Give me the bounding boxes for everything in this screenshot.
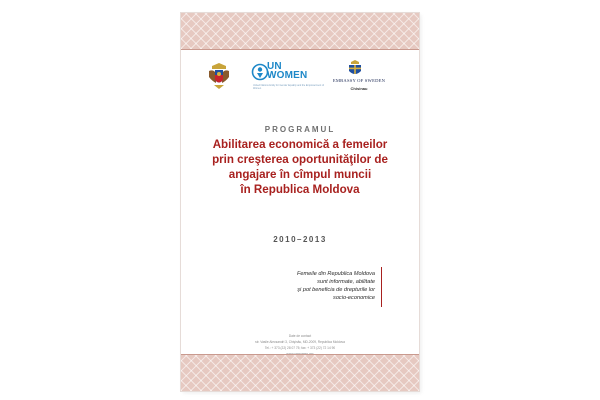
tagline-rule — [381, 267, 382, 307]
logo-row — [181, 57, 419, 99]
un-women-wordmark — [267, 62, 307, 80]
tagline-line: Femeile din Republica Moldova — [296, 271, 375, 277]
contact-heading: Date de contact — [288, 334, 312, 338]
document-title — [191, 137, 409, 197]
top-divider — [181, 49, 419, 50]
sweden-crest-icon — [348, 60, 362, 76]
un-women-line1: UN — [267, 61, 282, 72]
un-women-subtitle: United Nations Entity for Gender Equality and the Empowerment of Women — [253, 84, 324, 90]
title-line: Abilitarea economică a femeilor — [212, 138, 388, 151]
program-label: PROGRAMUL — [264, 125, 336, 134]
title-line: în Republica Moldova — [240, 183, 360, 196]
title-line: angajare în cîmpul muncii — [228, 168, 372, 181]
tagline-line: sunt informate, abilitate — [317, 279, 375, 285]
tagline — [251, 270, 375, 302]
contact-address: str. Vasile Alecsandri 3, Chişinău, MD-2009, Republica Moldova — [255, 340, 345, 344]
document-cover — [181, 13, 419, 391]
sweden-embassy-name: EMBASSY OF SWEDEN — [332, 78, 386, 83]
moldova-coat-of-arms-icon — [208, 63, 230, 89]
tagline-line: şi pot beneficia de drepturile lor — [297, 287, 375, 293]
program-years: 2010–2013 — [273, 235, 327, 244]
tagline-line: socio-economice — [333, 295, 375, 301]
sweden-embassy-city: Chisinau — [350, 86, 368, 91]
top-ornament-band — [181, 13, 419, 49]
title-line: prin creşterea oportunităţilor de — [212, 153, 388, 166]
contact-phone: Tel.: + 373 (22) 28 07 75; fax: + 373 (22) 72 14 90 — [264, 346, 336, 350]
un-women-line2: WOMEN — [267, 70, 308, 81]
bottom-ornament-band — [181, 355, 419, 391]
